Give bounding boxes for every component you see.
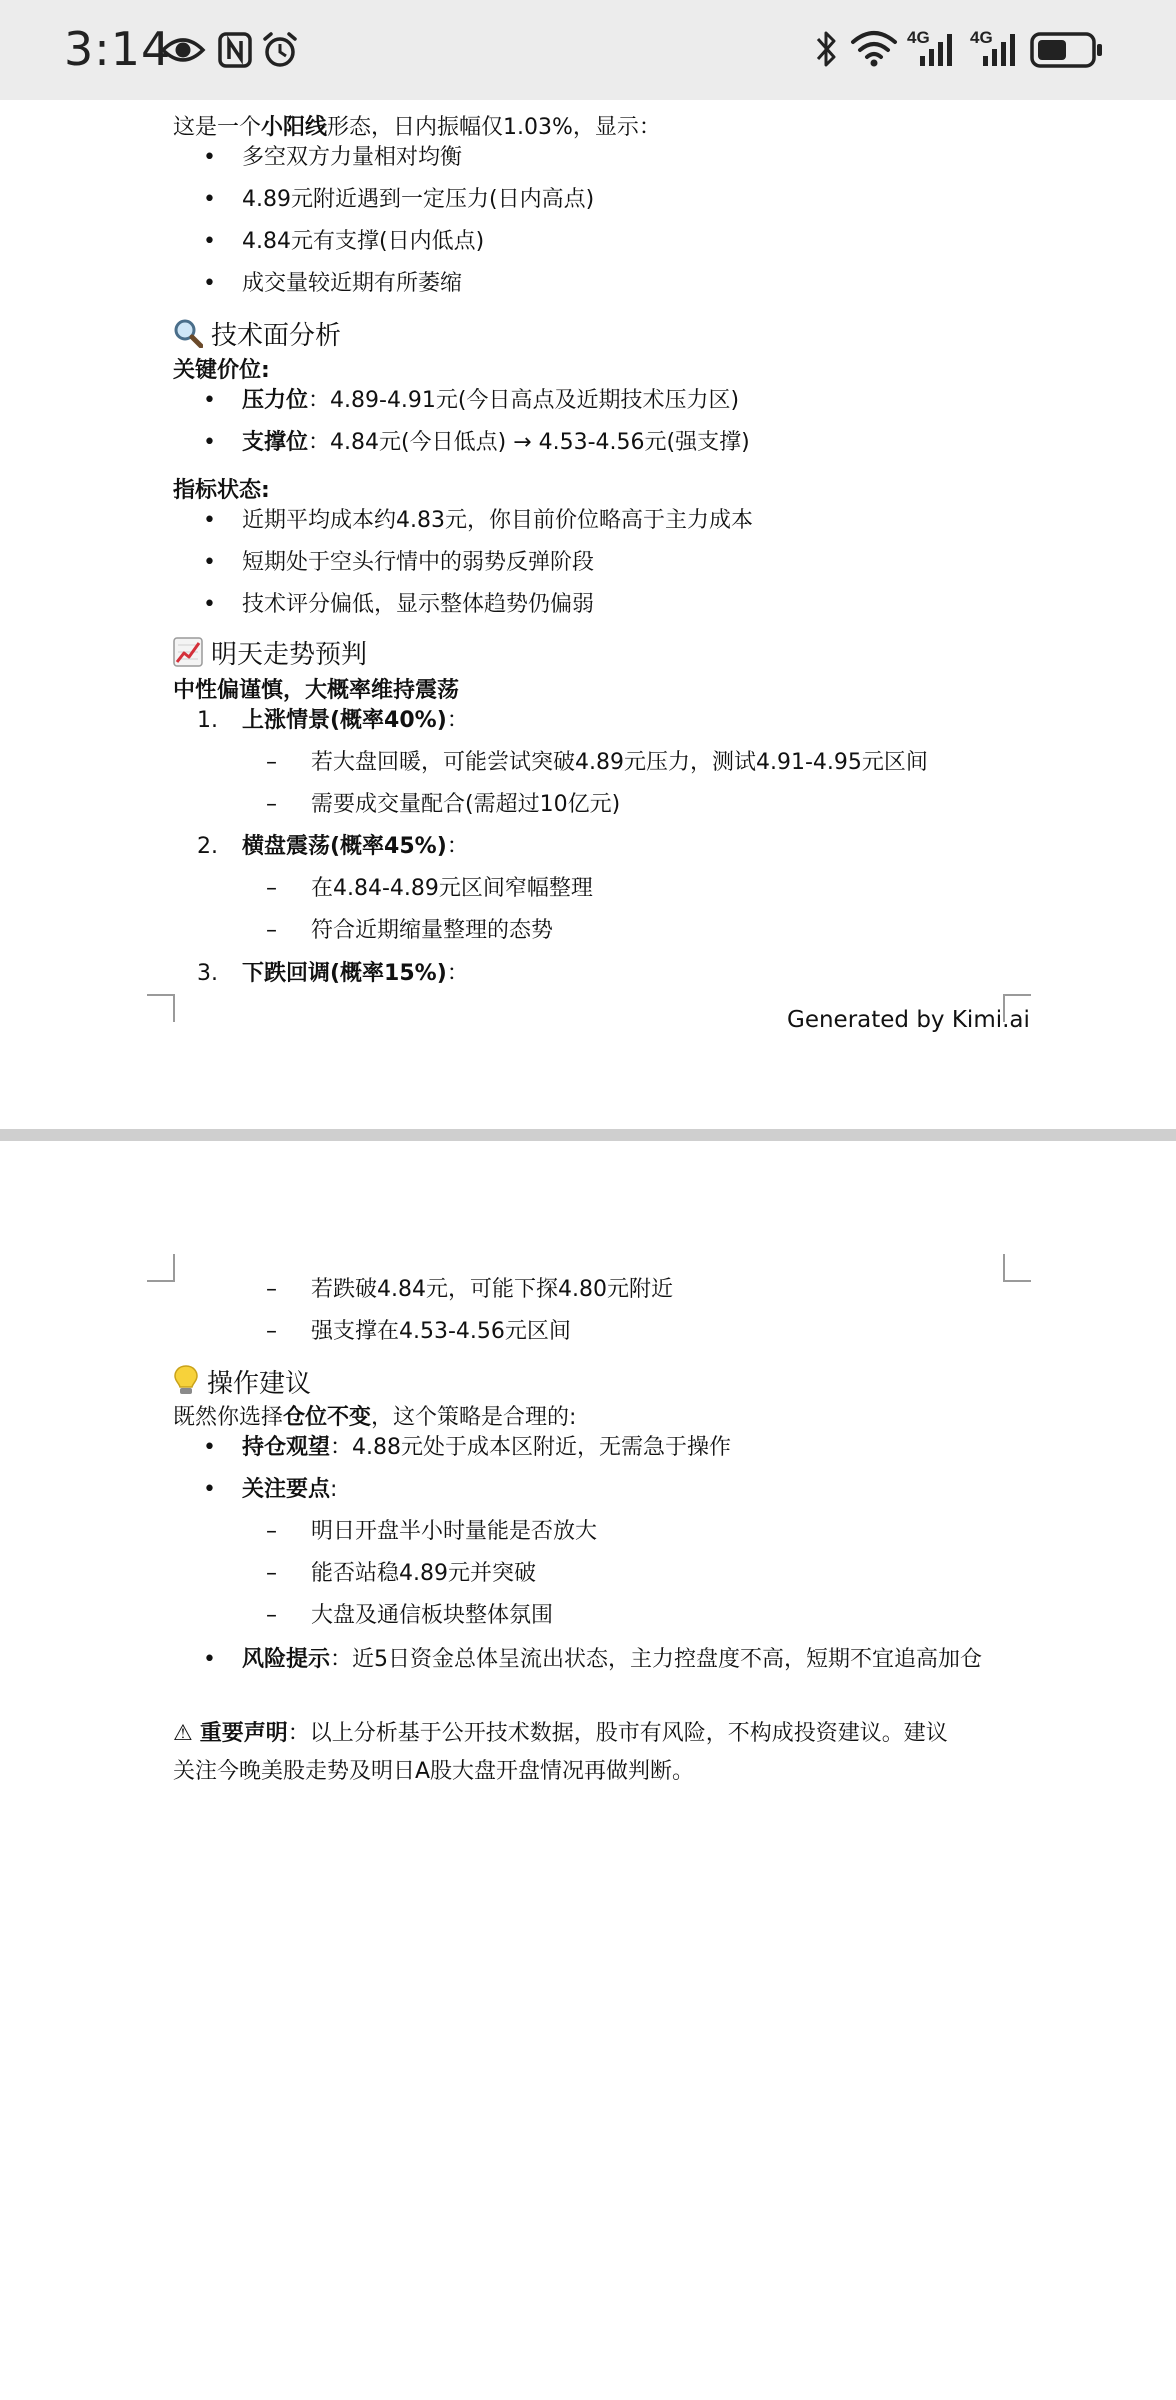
disclaimer-line-2: 关注今晚美股走势及明日A股大盘开盘情况再做判断。 <box>173 1759 695 1784</box>
list-item-hold: 持仓观望：4.88元处于成本区附近，无需急于操作 <box>242 1435 732 1460</box>
battery-icon <box>1030 32 1104 68</box>
alarm-icon <box>260 30 300 70</box>
bullet-icon: • <box>203 1435 216 1460</box>
sub-list-item: 若跌破4.84元，可能下探4.80元附近 <box>311 1277 673 1302</box>
magnifier-icon <box>173 318 203 348</box>
list-item: 4.84元有支撑(日内低点) <box>242 229 485 254</box>
indicator-label: 指标状态: <box>173 478 270 503</box>
dash-icon: – <box>266 918 277 943</box>
sub-list-item: 需要成交量配合(需超过10亿元) <box>311 792 621 817</box>
network-type-label: 4G <box>907 28 930 47</box>
light-bulb-icon <box>173 1364 199 1396</box>
sub-list-item: 能否站稳4.89元并突破 <box>311 1561 536 1586</box>
dash-icon: – <box>266 1603 277 1628</box>
network-type-label-2: 4G <box>970 28 993 47</box>
dash-icon: – <box>266 1561 277 1586</box>
page-separator <box>0 1129 1176 1141</box>
list-item: 近期平均成本约4.83元，你目前价位略高于主力成本 <box>242 508 753 533</box>
list-item: 成交量较近期有所萎缩 <box>242 271 463 296</box>
list-item: 多空双方力量相对均衡 <box>242 145 463 170</box>
sub-list-item: 若大盘回暖，可能尝试突破4.89元压力，测试4.91-4.95元区间 <box>311 750 928 775</box>
bullet-icon: • <box>203 388 216 413</box>
bullet-icon: • <box>203 229 216 254</box>
status-time: 3:14 <box>64 22 172 76</box>
sub-list-item: 符合近期缩量整理的态势 <box>311 918 554 943</box>
page-corner-mark <box>147 994 175 1022</box>
bullet-icon: • <box>203 271 216 296</box>
section-heading-forecast: 明天走势预判 <box>173 637 367 672</box>
list-item-focus: 关注要点: <box>242 1477 338 1502</box>
forecast-summary: 中性偏谨慎，大概率维持震荡 <box>173 678 460 703</box>
signal-icon <box>906 30 960 68</box>
bullet-icon: • <box>203 430 216 455</box>
bullet-icon: • <box>203 550 216 575</box>
sub-list-item: 在4.84-4.89元区间窄幅整理 <box>311 876 593 901</box>
list-item: 技术评分偏低，显示整体趋势仍偏弱 <box>242 592 595 617</box>
bullet-icon: • <box>203 592 216 617</box>
scenario-down: 下跌回调(概率15%)： <box>242 961 469 986</box>
key-price-label: 关键价位: <box>173 358 270 383</box>
bluetooth-icon <box>814 28 838 70</box>
bullet-icon: • <box>203 1647 216 1672</box>
list-item: 短期处于空头行情中的弱势反弹阶段 <box>242 550 595 575</box>
list-item-risk: 风险提示：近5日资金总体呈流出状态，主力控盘度不高，短期不宜追高加仓 <box>242 1647 983 1672</box>
advice-intro: 既然你选择仓位不变，这个策略是合理的: <box>173 1405 577 1430</box>
sub-list-item: 大盘及通信板块整体氛围 <box>311 1603 554 1628</box>
list-number: 3. <box>197 961 218 986</box>
dash-icon: – <box>266 1319 277 1344</box>
generated-by-footer: Generated by Kimi.ai <box>787 1007 1030 1033</box>
sub-list-item: 强支撑在4.53-4.56元区间 <box>311 1319 571 1344</box>
status-bar <box>0 0 1176 100</box>
list-item-resistance: 压力位：4.89-4.91元(今日高点及近期技术压力区) <box>242 388 740 413</box>
dash-icon: – <box>266 1519 277 1544</box>
list-number: 2. <box>197 834 218 859</box>
section-heading-technical: 技术面分析 <box>173 318 341 353</box>
wifi-icon <box>850 30 898 68</box>
section-heading-advice: 操作建议 <box>173 1364 311 1401</box>
scenario-flat: 横盘震荡(概率45%)： <box>242 834 469 859</box>
bullet-icon: • <box>203 145 216 170</box>
list-number: 1. <box>197 708 218 733</box>
bullet-icon: • <box>203 508 216 533</box>
eye-icon <box>160 30 206 70</box>
dash-icon: – <box>266 876 277 901</box>
scenario-up: 上涨情景(概率40%)： <box>242 708 469 733</box>
list-item-support: 支撑位：4.84元(今日低点) → 4.53-4.56元(强支撑) <box>242 430 750 455</box>
dash-icon: – <box>266 1277 277 1302</box>
dash-icon: – <box>266 792 277 817</box>
intro-paragraph: 这是一个小阳线形态，日内振幅仅1.03%，显示： <box>173 115 661 140</box>
bullet-icon: • <box>203 1477 216 1502</box>
signal-icon-2 <box>969 30 1023 68</box>
sub-list-item: 明日开盘半小时量能是否放大 <box>311 1519 598 1544</box>
chart-increasing-icon <box>173 637 203 667</box>
page-corner-mark <box>147 1254 175 1282</box>
nfc-icon <box>218 32 252 68</box>
bullet-icon: • <box>203 187 216 212</box>
warning-icon: ⚠ <box>173 1721 193 1746</box>
dash-icon: – <box>266 750 277 775</box>
page-corner-mark <box>1003 1254 1031 1282</box>
list-item: 4.89元附近遇到一定压力(日内高点) <box>242 187 595 212</box>
disclaimer: ⚠ 重要声明：以上分析基于公开技术数据，股市有风险，不构成投资建议。建议 <box>173 1721 948 1746</box>
